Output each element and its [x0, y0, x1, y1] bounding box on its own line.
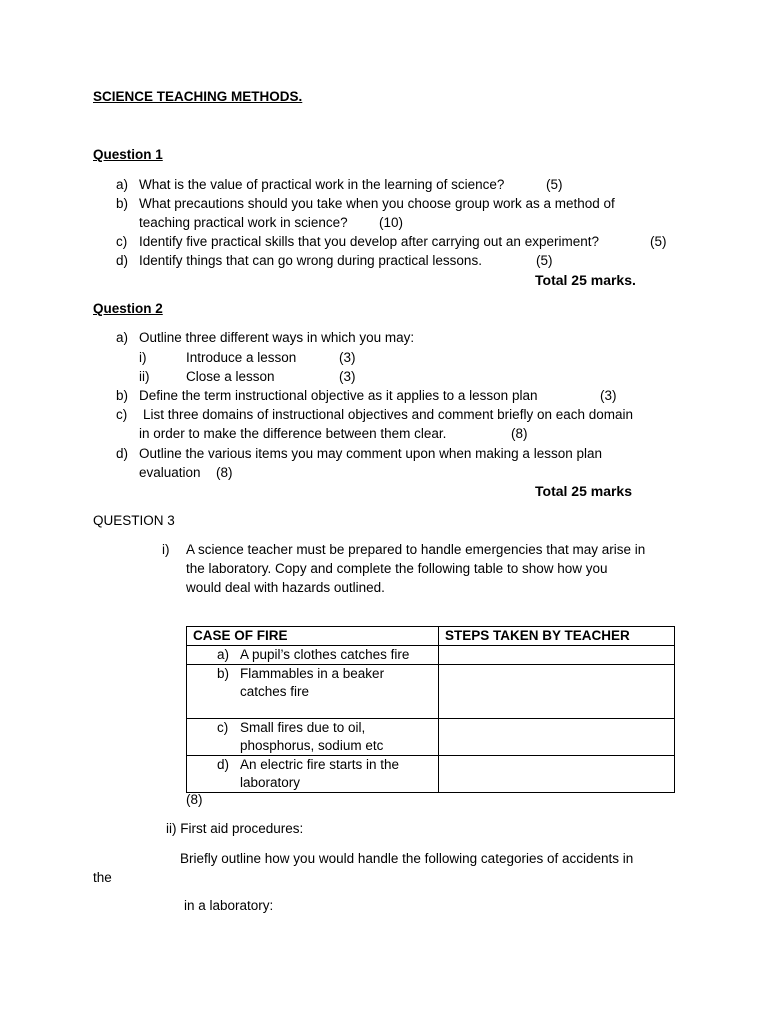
q3-ii-heading: ii) First aid procedures: [166, 821, 304, 836]
question-1-heading: Question 1 [93, 147, 163, 162]
q2-d-label: d) [116, 446, 129, 461]
fire-hazards-table [186, 626, 675, 793]
q2-b-text: Define the term instructional objective as it applies to a lesson plan [139, 388, 538, 403]
q3-i-label: i) [162, 542, 170, 557]
q1-b-label: b) [116, 196, 129, 211]
q3-table-marks: (8) [186, 792, 203, 807]
table-row [187, 665, 675, 719]
q1-d-marks: (5) [536, 253, 553, 268]
q2-total: Total 25 marks [535, 483, 633, 499]
row-case-text: A pupil’s clothes catches fire [240, 647, 410, 662]
row-case-text: Flammables in a beaker catches fire [240, 666, 385, 699]
q2-c-text-line1: List three domains of instructional objectives and comment briefly on each domain [143, 407, 634, 422]
q3-ii-text-line3: in a laboratory: [184, 898, 274, 913]
q1-b-text-line2: teaching practical work in science? [139, 215, 348, 230]
q1-d-label: d) [116, 253, 129, 268]
q2-d-marks: (8) [216, 465, 233, 480]
table-row [187, 756, 675, 793]
row-label: b) [217, 666, 230, 681]
steps-cell [439, 756, 675, 793]
q1-c-text: Identify five practical skills that you develop after carrying out an experiment? [139, 234, 599, 249]
q2-a-i-label: i) [139, 350, 147, 365]
q1-total: Total 25 marks. [535, 272, 636, 288]
q2-a-ii-text: Close a lesson [186, 369, 275, 384]
q2-a-ii-label: ii) [139, 369, 150, 384]
q2-a-ii-marks: (3) [339, 369, 356, 384]
q1-c-marks: (5) [650, 234, 667, 249]
column-header-case-of-fire: CASE OF FIRE [193, 628, 288, 643]
question-3-heading: QUESTION 3 [93, 513, 175, 528]
q2-b-marks: (3) [600, 388, 617, 403]
table-row [187, 646, 675, 665]
q2-c-text-line2: in order to make the difference between them clear. [139, 426, 447, 441]
q3-i-text-line1: A science teacher must be prepared to handle emergencies that may arise in [186, 542, 646, 557]
q1-b-marks: (10) [379, 215, 404, 230]
q1-a-text: What is the value of practical work in the learning of science? [139, 177, 505, 192]
q2-c-label: c) [116, 407, 128, 422]
q3-ii-text-line1: Briefly outline how you would handle the following categories of accidents in [180, 851, 634, 866]
q2-a-text: Outline three different ways in which you may: [139, 330, 415, 345]
q1-c-label: c) [116, 234, 128, 249]
row-label: c) [217, 720, 229, 735]
q2-c-marks: (8) [511, 426, 528, 441]
steps-cell [439, 719, 675, 756]
q3-i-text-line3: would deal with hazards outlined. [186, 580, 385, 595]
row-label: a) [217, 647, 230, 662]
q2-a-i-text: Introduce a lesson [186, 350, 297, 365]
q2-d-text-line2: evaluation [139, 465, 201, 480]
q2-d-text-line1: Outline the various items you may comment upon when making a lesson plan [139, 446, 602, 461]
q2-b-label: b) [116, 388, 129, 403]
table-header-row [187, 627, 675, 646]
q1-a-label: a) [116, 177, 129, 192]
q2-a-label: a) [116, 330, 129, 345]
steps-cell [439, 665, 675, 719]
table-row [187, 719, 675, 756]
q3-i-text-line2: the laboratory. Copy and complete the following table to show how you [186, 561, 608, 576]
q1-d-text: Identify things that can go wrong during practical lessons. [139, 253, 482, 268]
question-2-heading: Question 2 [93, 301, 163, 316]
q1-b-text-line1: What precautions should you take when you choose group work as a method of [139, 196, 615, 211]
document-title: SCIENCE TEACHING METHODS. [93, 89, 303, 104]
q1-a-marks: (5) [546, 177, 563, 192]
row-label: d) [217, 757, 230, 772]
row-case-text: An electric fire starts in the laboratory [240, 757, 400, 790]
steps-cell [439, 646, 675, 665]
q2-a-i-marks: (3) [339, 350, 356, 365]
row-case-text: Small fires due to oil, phosphorus, sodium etc [240, 720, 384, 753]
q3-ii-text-line2: the [93, 870, 112, 885]
column-header-steps-taken: STEPS TAKEN BY TEACHER [445, 628, 630, 643]
